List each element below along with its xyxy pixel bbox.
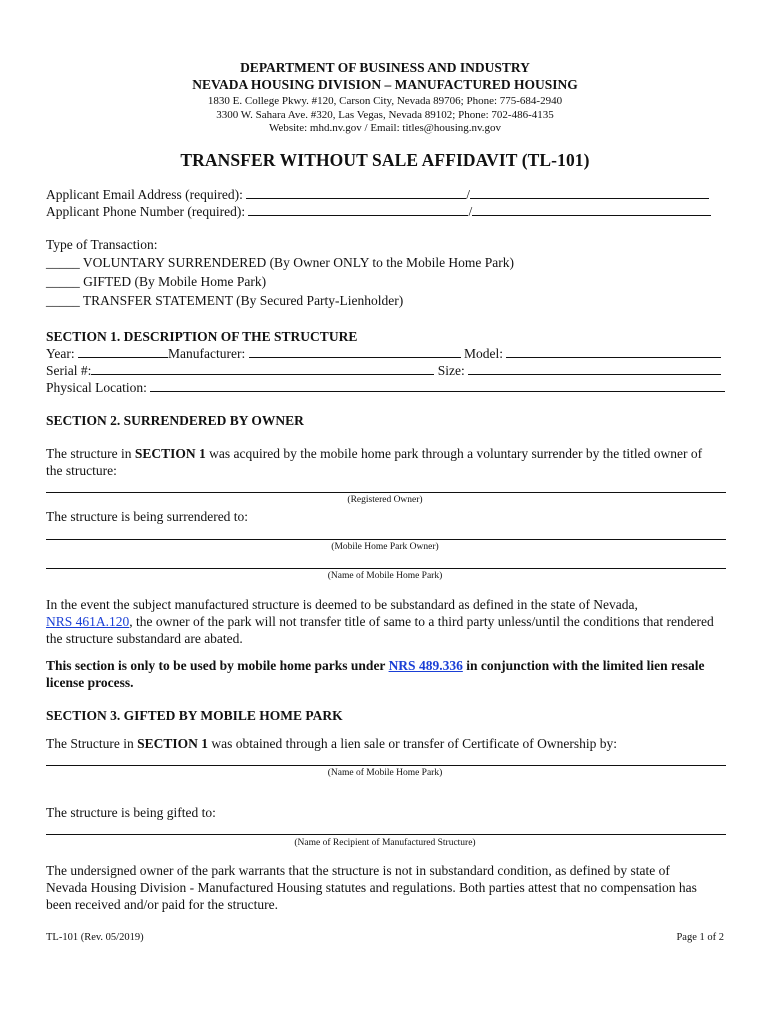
year-label: Year: [46,346,75,361]
transaction-option-voluntary[interactable] [46,255,514,271]
transaction-option-gifted[interactable] [46,274,266,290]
text: was acquired by the mobile home park through a voluntary surrender by the titled owner of [205,446,703,461]
applicant-phone-field[interactable] [248,204,468,216]
phone-separator: / [468,204,473,219]
applicant-email-label: Applicant Email Address (required): [46,187,243,202]
text-bold: SECTION 1 [137,736,209,751]
section2-paragraph-1 [46,445,731,479]
applicant-email-row [46,187,709,203]
year-field[interactable] [78,346,168,358]
text: Nevada Housing Division - Manufactured Housing statutes and regulations. Both parties attest that no compensation has [46,880,697,895]
applicant-email-field-2[interactable] [470,187,709,199]
checkbox-blank[interactable]: _____ [46,293,80,308]
applicant-email-field[interactable] [246,187,466,199]
section1-heading: SECTION 1. DESCRIPTION OF THE STRUCTURE [46,329,358,344]
section1-row-serial [46,363,721,379]
text: The undersigned owner of the park warrants that the structure is not in substandard condition, as defined by state of [46,863,670,878]
text: , the owner of the park will not transfer title of same to a third party unless/until the conditions that rendered [129,614,714,629]
text: was obtained through a lien sale or transfer of Certificate of Ownership by: [208,736,618,751]
gifting-park-name-field[interactable] [46,765,726,766]
text: license process. [46,675,134,690]
section1-row-year [46,346,721,362]
text: in conjunction with the limited lien resale [462,658,705,673]
division-heading: NEVADA HOUSING DIVISION – MANUFACTURED HOUSING [192,77,578,92]
transaction-option-transfer-statement[interactable] [46,293,403,309]
registered-owner-caption: (Registered Owner) [347,495,423,505]
park-owner-caption: (Mobile Home Park Owner) [331,542,439,552]
park-name-caption: (Name of Mobile Home Park) [327,571,443,581]
section3-heading: SECTION 3. GIFTED BY MOBILE HOME PARK [46,708,343,723]
section3-paragraph-1 [46,735,731,752]
recipient-name-field[interactable] [46,834,726,835]
applicant-phone-field-2[interactable] [472,204,711,216]
checkbox-blank[interactable]: _____ [46,274,80,289]
gifting-park-name-caption: (Name of Mobile Home Park) [327,768,443,778]
location-label: Physical Location: [46,380,147,395]
form-title: TRANSFER WITHOUT SALE AFFIDAVIT (TL-101) [180,150,590,170]
page-number: Page 1 of 2 [676,932,724,943]
nrs-461a120-link[interactable]: NRS 461A.120 [46,614,130,629]
text-bold: SECTION 1 [134,446,206,461]
website-email: Website: mhd.nv.gov / Email: titles@housing.nv.gov [268,122,502,134]
text: In the event the subject manufactured structure is deemed to be substandard as defined in the state of Nevada, [46,597,638,612]
text: been received and/or paid for the structure. [46,897,279,912]
serial-field[interactable] [91,363,434,375]
option-label: GIFTED (By Mobile Home Park) [83,274,267,289]
surrendered-to-label: The structure is being surrendered to: [46,509,249,524]
email-separator: / [466,187,470,202]
option-label: TRANSFER STATEMENT (By Secured Party-Lienholder) [82,293,404,308]
recipient-name-caption: (Name of Recipient of Manufactured Structure) [294,838,476,848]
location-field[interactable] [150,380,725,392]
gifted-to-label: The structure is being gifted to: [46,805,216,820]
address-las-vegas: 3300 W. Sahara Ave. #320, Las Vegas, Nevada 89102; Phone: 702-486-4135 [216,109,554,121]
park-owner-field[interactable] [46,539,726,540]
text: The Structure in [46,736,138,751]
section3-paragraph-2 [46,862,731,913]
address-carson-city: 1830 E. College Pkwy. #120, Carson City, Nevada 89706; Phone: 775-684-2940 [207,95,563,107]
option-label: VOLUNTARY SURRENDERED (By Owner ONLY to the Mobile Home Park) [82,255,515,270]
manufacturer-field[interactable] [249,346,461,358]
text: the structure: [46,463,117,478]
text: The structure in [46,446,135,461]
section2-paragraph-3 [46,657,731,691]
serial-label: Serial #: [46,363,92,378]
model-field[interactable] [506,346,721,358]
department-heading: DEPARTMENT OF BUSINESS AND INDUSTRY [240,60,530,75]
park-name-field[interactable] [46,568,726,569]
transaction-type-label: Type of Transaction: [46,237,158,252]
form-revision: TL-101 (Rev. 05/2019) [46,932,144,943]
section2-paragraph-2 [46,596,731,647]
registered-owner-field[interactable] [46,492,726,493]
nrs-489336-link[interactable]: NRS 489.336 [388,658,463,673]
text: the structure substandard are abated. [46,631,243,646]
model-label: Model: [463,346,503,361]
applicant-phone-row [46,204,711,220]
section1-row-location [46,380,725,396]
section2-heading: SECTION 2. SURRENDERED BY OWNER [46,413,304,428]
size-label: Size: [437,363,465,378]
checkbox-blank[interactable]: _____ [46,255,80,270]
manufacturer-label: Manufacturer: [168,346,246,361]
applicant-phone-label: Applicant Phone Number (required): [46,204,246,219]
text: This section is only to be used by mobile home parks under [46,658,389,673]
size-field[interactable] [468,363,721,375]
